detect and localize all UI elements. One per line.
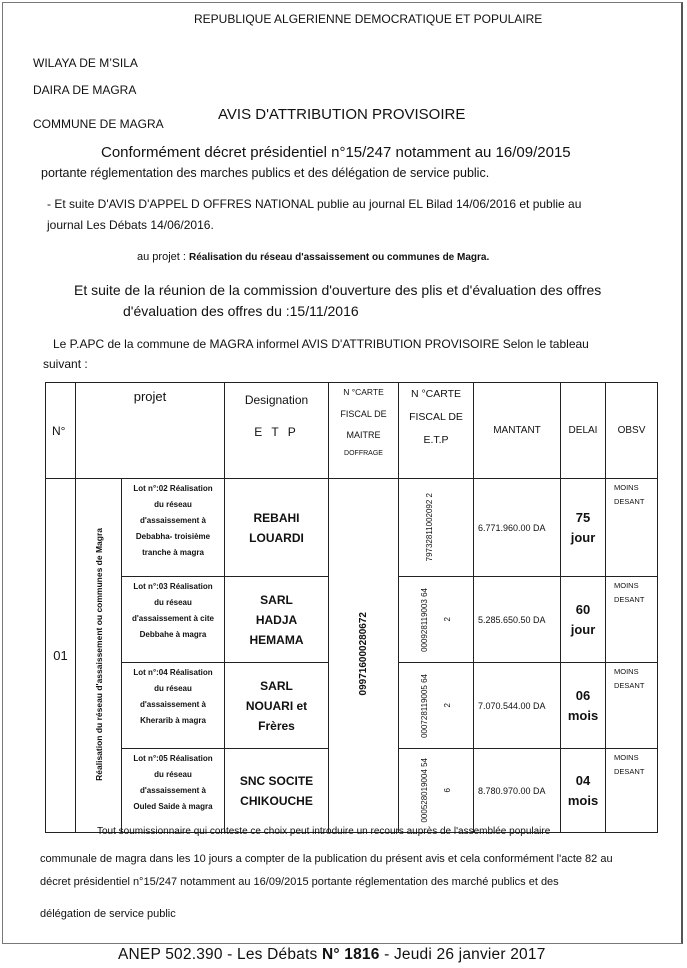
- lot-line: d'assaissement à: [140, 786, 206, 795]
- lot-line: Lot n°:04 Réalisation: [133, 668, 213, 677]
- company-line: REBAHI: [253, 510, 300, 525]
- company-line: Frères: [258, 718, 295, 733]
- company-line: HEMAMA: [249, 632, 304, 647]
- obsv-cell: [606, 479, 658, 577]
- amount-cell: 6.771.960.00 DA: [474, 479, 561, 577]
- header-nif-etp: [399, 383, 474, 479]
- amount-cell: 7.070.544.00 DA: [474, 663, 561, 749]
- delay-value: 60: [575, 601, 591, 617]
- obsv-cell: [606, 663, 658, 749]
- nif-maitre-value: 099716000280672: [358, 612, 369, 696]
- obsv-line: DESANT: [614, 595, 645, 604]
- obsv-cell: [606, 749, 658, 833]
- lot-line: du réseau: [154, 598, 192, 607]
- nif-maitre-cell: [329, 479, 399, 833]
- nif-etp-cell: [399, 749, 474, 833]
- lot-line: Kherarib à magra: [140, 716, 206, 725]
- lot-line: d'assaissement à: [140, 516, 206, 525]
- header-nif-etp-3: E.T.P: [423, 434, 449, 446]
- attribution-table: [45, 382, 658, 833]
- lot-line: du réseau: [154, 500, 192, 509]
- nif-etp-value: 000728119005 64: [420, 673, 429, 738]
- obsv-line: MOINS: [614, 581, 639, 590]
- obsv-line: DESANT: [614, 681, 645, 690]
- company-line: SARL: [260, 592, 293, 607]
- lot-cell: [122, 479, 225, 577]
- company-line: CHIKOUCHE: [240, 793, 313, 808]
- company-cell: [225, 577, 329, 663]
- lot-line: Ouled Saide à magra: [133, 802, 213, 811]
- daira-label: DAIRA DE MAGRA: [33, 83, 137, 97]
- lot-line: Lot n°:02 Réalisation: [133, 484, 213, 493]
- obsv-line: DESANT: [614, 767, 645, 776]
- page-title: AVIS D'ATTRIBUTION PROVISOIRE: [218, 106, 466, 123]
- company-cell: [225, 479, 329, 577]
- obsv-line: MOINS: [614, 483, 639, 492]
- lot-cell: [122, 749, 225, 833]
- nif-etp-value: 79732811002092 2: [424, 493, 434, 562]
- publication-line: [118, 946, 546, 964]
- delay-cell: [561, 577, 606, 663]
- intro-decree-cont: portante réglementation des marches publics et des délégation de service public.: [41, 166, 490, 180]
- lot-line: Lot n°:03 Réalisation: [133, 582, 213, 591]
- company-line: SNC SOCITE: [239, 773, 314, 788]
- header-designation: [225, 383, 329, 479]
- publication-number: 1816: [344, 946, 380, 963]
- delay-cell: [561, 749, 606, 833]
- header-delai: DELAI: [561, 383, 606, 479]
- nif-etp-cell: [399, 577, 474, 663]
- header-designation-2: E T P: [254, 425, 299, 439]
- lot-line: Debbahe à magra: [139, 630, 207, 639]
- intro-commission-cont: d'évaluation des offres du :15/11/2016: [123, 303, 359, 319]
- publication-source: ANEP 502.390 - Les Débats: [118, 946, 318, 963]
- obsv-line: MOINS: [614, 753, 639, 762]
- company-cell: [225, 749, 329, 833]
- company-line: NOUARI et: [245, 698, 308, 713]
- footer-recours-cont: communale de magra dans les 10 jours a compter de la publication du présent avis et cela conformément l'acte 82 au: [40, 853, 613, 865]
- company-line: SARL: [260, 678, 293, 693]
- nif-etp-digit: 2: [443, 617, 452, 622]
- lot-line: tranche à magra: [142, 548, 204, 557]
- delay-unit: mois: [567, 792, 599, 808]
- header-montant: MANTANT: [474, 383, 561, 479]
- company-line: HADJA: [255, 612, 298, 627]
- intro-decree: Conformément décret présidentiel n°15/247 notamment au 16/09/2015: [101, 144, 571, 161]
- lot-line: d'assaissement à: [140, 700, 206, 709]
- nif-etp-value: 000528019004 54: [420, 758, 429, 823]
- footer-decree: décret présidentiel n°15/247 notamment au 16/09/2015 portante réglementation des marché publics et des: [40, 876, 559, 888]
- table-row: [46, 479, 658, 577]
- company-cell: [225, 663, 329, 749]
- project-name: Réalisation du réseau d'assaissement ou communes de Magra.: [188, 252, 490, 263]
- header-num: N°: [46, 383, 76, 479]
- nif-etp-digit: 2: [443, 703, 452, 708]
- table-header-row: [46, 383, 658, 479]
- company-line: LOUARDI: [249, 530, 304, 545]
- lot-line: Lot n°:05 Réalisation: [133, 754, 213, 763]
- lot-line: d'assaissement à cite: [132, 614, 214, 623]
- lot-line: Debabha- troisième: [135, 532, 211, 541]
- header-nif-maitre: [329, 383, 399, 479]
- intro-papc: Le P.APC de la commune de MAGRA informel AVIS D'ATTRIBUTION PROVISOIRE Selon le tableau: [53, 337, 589, 351]
- header-nif-mo-1: N °CARTE: [343, 387, 384, 397]
- nif-etp-value: 000928119003 64: [420, 587, 429, 652]
- obsv-cell: [606, 577, 658, 663]
- lot-cell: [122, 663, 225, 749]
- header-projet: projet: [76, 383, 225, 479]
- intro-papc-cont: suivant :: [43, 357, 88, 371]
- header-nif-mo-4: DOFFRAGE: [344, 450, 383, 457]
- publication-date: - Jeudi 26 janvier 2017: [384, 946, 546, 963]
- nif-etp-digit: 6: [443, 788, 452, 793]
- project-vertical-cell: [76, 479, 122, 833]
- project-prefix: au projet :: [137, 251, 186, 263]
- delay-unit: mois: [567, 707, 599, 723]
- delay-value: 75: [575, 509, 591, 525]
- publication-number-label: N°: [321, 946, 340, 963]
- delay-value: 06: [575, 687, 591, 703]
- amount-cell: 8.780.970.00 DA: [474, 749, 561, 833]
- obsv-line: DESANT: [614, 497, 645, 506]
- header-nif-etp-2: FISCAL DE: [409, 411, 463, 423]
- header-nif-etp-1: N °CARTE: [410, 388, 462, 400]
- delay-cell: [561, 663, 606, 749]
- nif-etp-cell: [399, 479, 474, 577]
- row-number: 01: [46, 479, 76, 833]
- header-nif-mo-3: MAITRE: [346, 430, 381, 440]
- intro-appel: - Et suite D'AVIS D'APPEL D OFFRES NATIONAL publie au journal EL Bilad 14/06/2016 et publie au: [47, 197, 582, 211]
- nif-etp-cell: [399, 663, 474, 749]
- intro-appel-cont: journal Les Débats 14/06/2016.: [47, 218, 214, 232]
- amount-cell: 5.285.650.50 DA: [474, 577, 561, 663]
- obsv-line: MOINS: [614, 667, 639, 676]
- project-vertical-label: Réalisation du réseau d'assaissement ou communes de Magra: [93, 527, 104, 781]
- header-designation-1: Designation: [244, 393, 309, 407]
- delay-unit: jour: [570, 529, 596, 545]
- footer-recours: Tout soumissionnaire qui conteste ce choix peut introduire un recours auprès de l'assemblée populaire: [97, 826, 551, 837]
- delay-cell: [561, 479, 606, 577]
- lot-line: du réseau: [154, 684, 192, 693]
- commune-label: COMMUNE DE MAGRA: [33, 117, 164, 131]
- lot-cell: [122, 577, 225, 663]
- header-obsv: OBSV: [606, 383, 658, 479]
- delay-value: 04: [575, 772, 591, 788]
- footer-delegation: délégation de service public: [40, 908, 176, 920]
- lot-line: du réseau: [154, 770, 192, 779]
- project-line: [137, 251, 489, 263]
- wilaya-label: WILAYA DE M’SILA: [33, 56, 138, 70]
- delay-unit: jour: [570, 621, 596, 637]
- header-nif-mo-2: FISCAL DE: [340, 409, 387, 419]
- republic-heading: REPUBLIQUE ALGERIENNE DEMOCRATIQUE ET POPULAIRE: [194, 12, 543, 26]
- intro-commission: Et suite de la réunion de la commission d'ouverture des plis et d'évaluation des offres: [74, 282, 602, 298]
